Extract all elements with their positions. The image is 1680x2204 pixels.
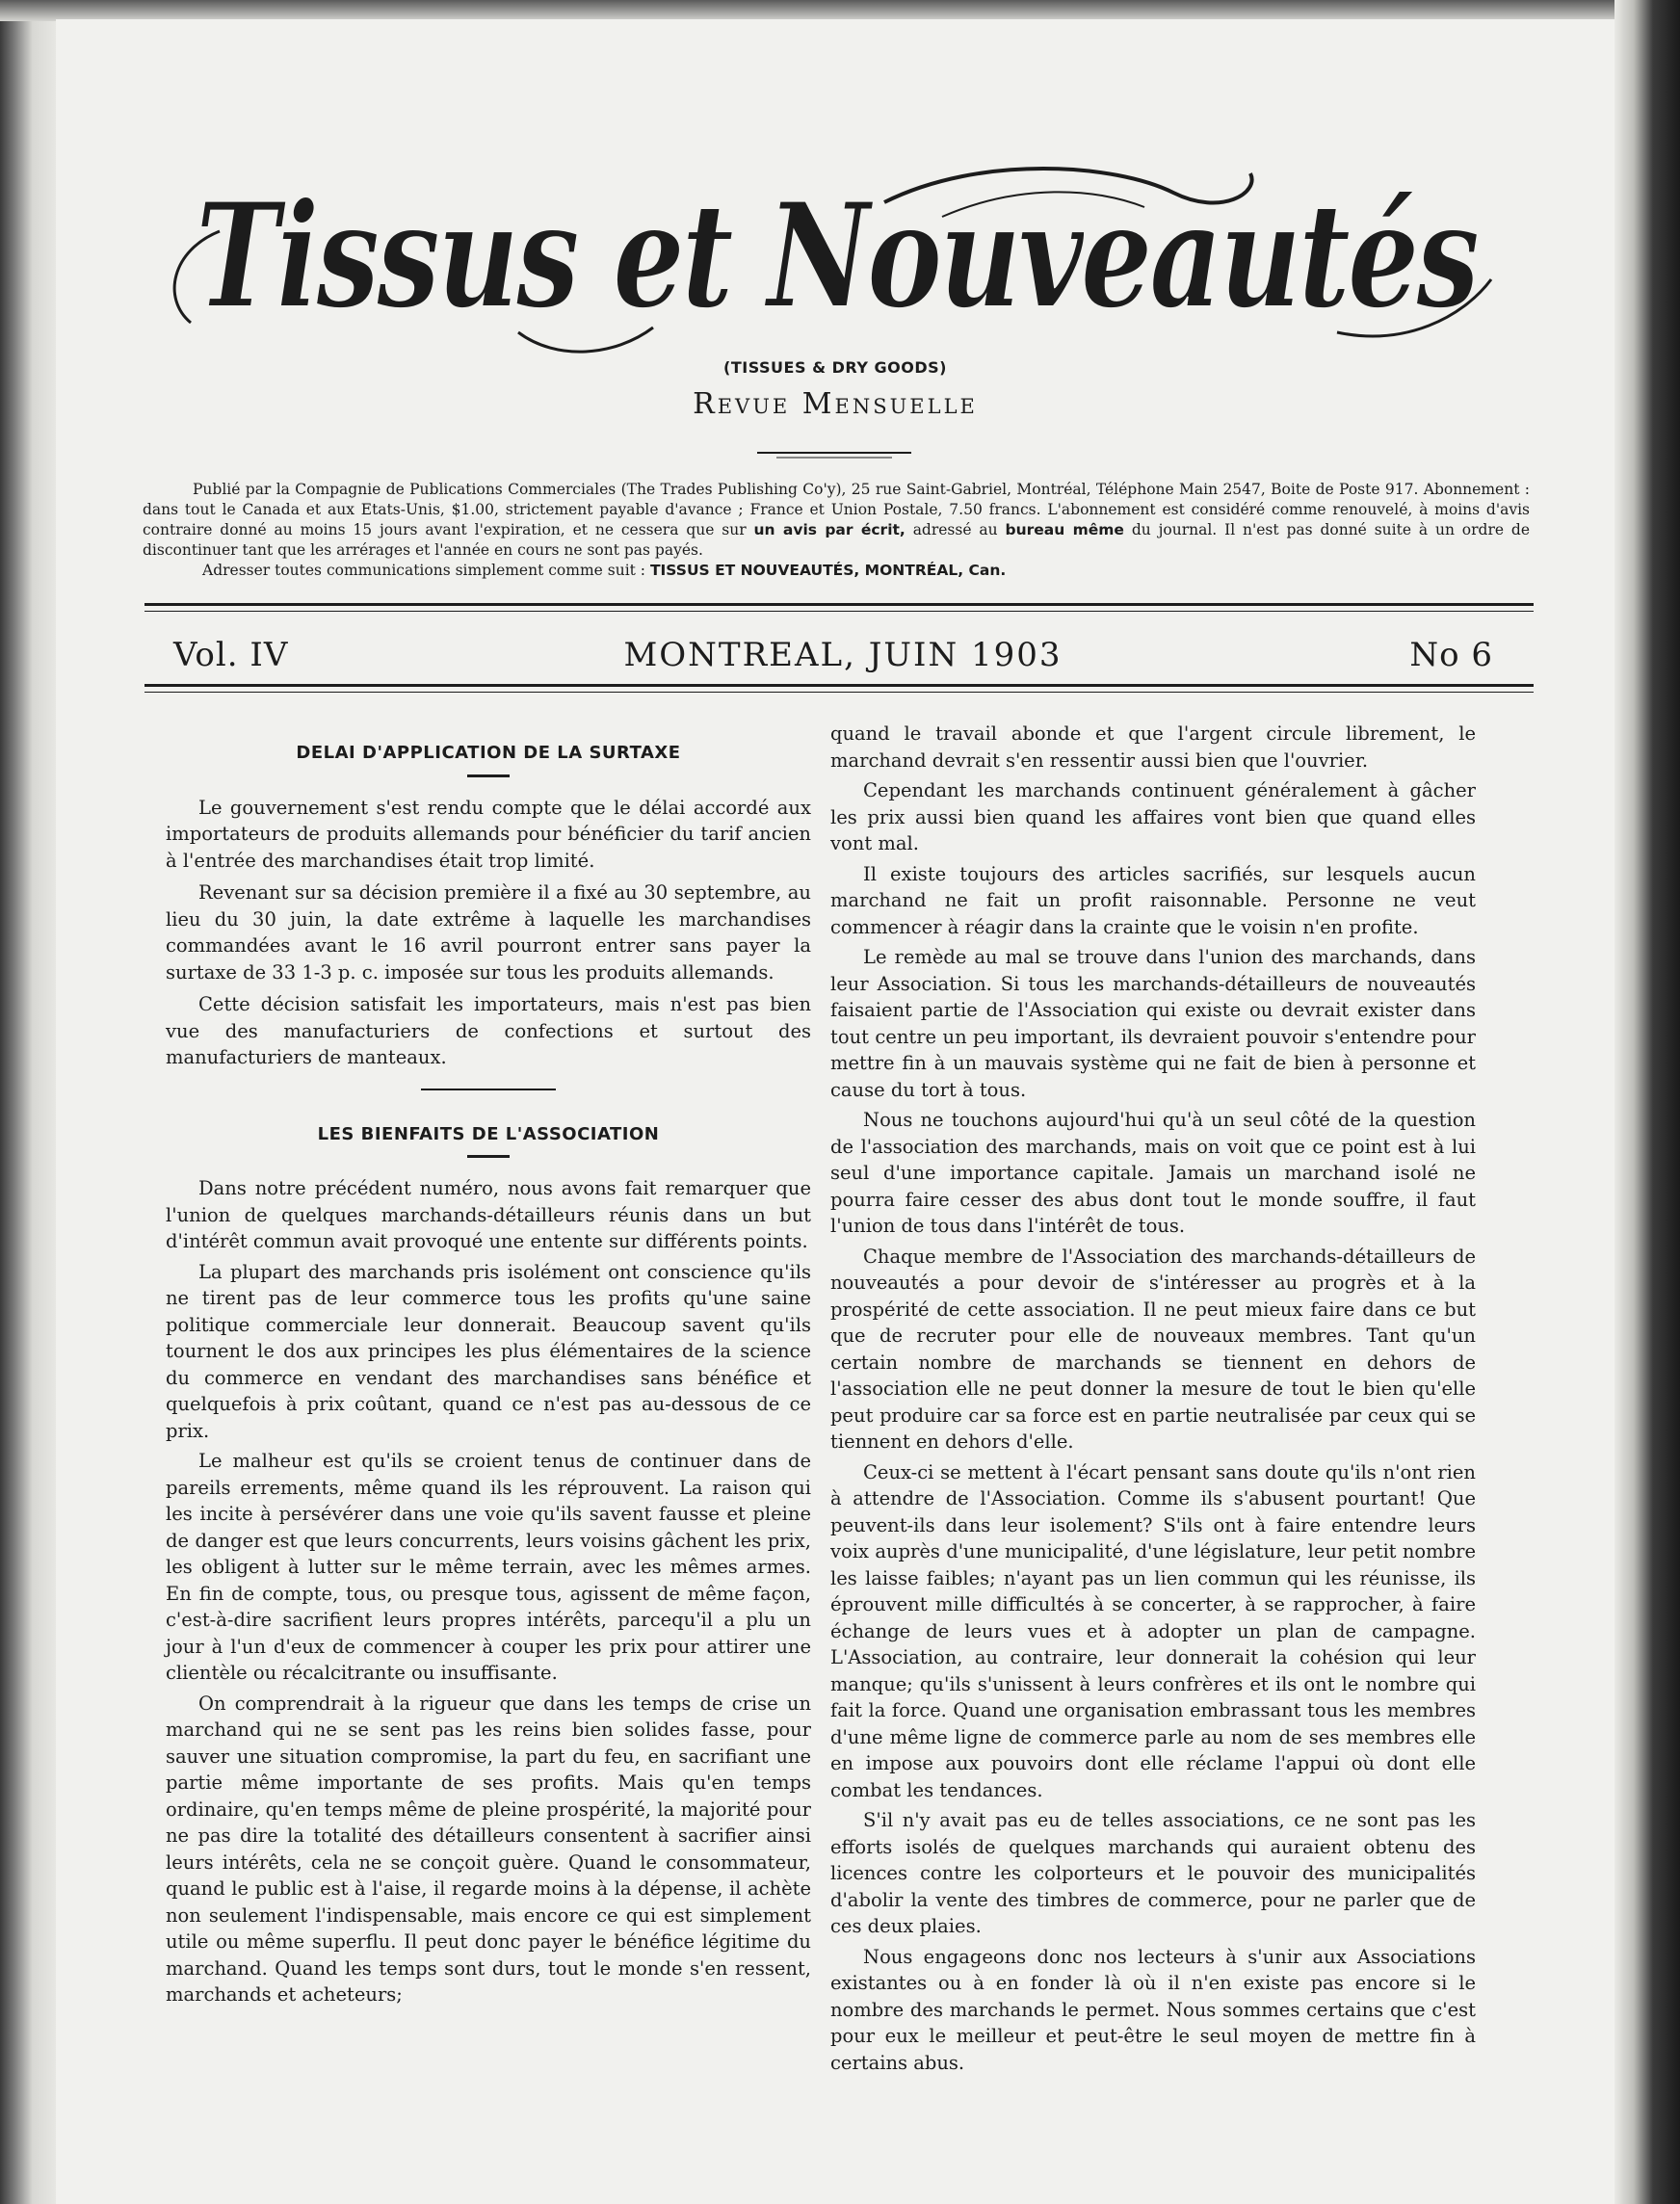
header-rule-bottom (144, 684, 1534, 687)
masthead-subtitle-french: Revue Mensuelle (693, 387, 978, 421)
paragraph: Le remède au mal se trouve dans l'union des marchands, dans leur Association. Si tous les marchands-détailleurs de nouveautés faisaient partie de l'Association qui existe ou devrait exister dans tout centre un peu important, ils devraient pouvoir s'entendre pour mettre fin à un mauvais système qui ne fait de bien à personne et cause du tort à tous. (830, 946, 1476, 1101)
paragraph: Chaque membre de l'Association des marchands-détailleurs de nouveautés a pour devoir de s'intéresser au progrès et à la prospérité de cette association. Il ne peut mieux faire dans ce but que de recruter pour elle de nouveaux membres. Tant qu'un certain nombre de marchands se tiennent en dehors de l'association elle ne peut donner la mesure de tout le bien qu'elle peut produire car sa force est en partie neutralisée par ceux qui se tiennent en dehors d'elle. (830, 1245, 1476, 1453)
article-heading-surtaxe: DELAI D'APPLICATION DE LA SURTAXE (296, 743, 681, 763)
issue-line (173, 636, 1512, 678)
article-separator (421, 1089, 556, 1090)
article-heading-association: LES BIENFAITS DE L'ASSOCIATION (317, 1123, 660, 1144)
issue-number: No 6 (1409, 636, 1493, 674)
paragraph-continued: quand le travail abonde et que l'argent circule librement, le marchand devrait s'en ressentir aussi bien que l'ouvrier. (830, 722, 1476, 772)
paragraph: Nous ne touchons aujourd'hui qu'à un seul côté de la question de l'association des marchands, mais on voit que ce point est à lui seul d'une importance capitale. Jamais un marchand isolé ne pourra faire cesser des abus dont tout le monde souffre, il faut l'union de tous dans l'intérêt de tous. (830, 1109, 1476, 1237)
issue-volume: Vol. IV (173, 636, 289, 674)
publication-info (143, 480, 1530, 581)
scan-top-shadow (0, 0, 1680, 21)
paragraph: Il existe toujours des articles sacrifiés, sur lesquels aucun marchand ne fait un profit raisonnable. Personne ne veut commencer à réagir dans la crainte que le voisin n'en profite. (830, 862, 1476, 938)
issue-place-date: MONTREAL, JUIN 1903 (623, 636, 1063, 674)
paragraph: S'il n'y avait pas eu de telles associations, ce ne sont pas les efforts isolés de quelques marchands qui auraient obtenu des licences contre les colporteurs et le pouvoir des municipalités d'abolir la vente des timbres de commerce, pour ne parler que de ces deux plaies. (830, 1809, 1476, 1937)
scan-binding-shadow (0, 0, 58, 2204)
header-rule-top-thin (144, 611, 1534, 612)
paragraph: Le gouvernement s'est rendu compte que le délai accordé aux importateurs de produits allemands pour bénéficier du tarif ancien à l'entrée des marchandises était trop limité. (166, 796, 811, 872)
paragraph: Ceux-ci se mettent à l'écart pensant sans doute qu'ils n'ont rien à attendre de l'Association. Comme ils s'abusent pourtant! Que peuvent-ils dans leur isolement? S'ils ont à faire entendre leurs voix auprès d'une municipalité, d'une législature, leur petit nombre les laisse faibles; n'ayant pas un lien commun qui les réunisse, ils éprouvent mille difficultés à se concerter, à se rapprocher, à faire échange de leurs vues et à adopter un plan de campagne. L'Association, au contraire, leur donnerait la cohésion qui leur manque; qu'ils s'unissent à leurs confrères et ils ont le nombre qui fait la force. Quand une organisation embrassant tous les membres d'une même ligne de commerce parle au nom de ses membres elle en impose aux pouvoirs dont elle réclame l'appui où dont elle combat les tendances. (830, 1460, 1476, 1801)
heading-underline (467, 1155, 510, 1158)
publication-emphasis-written-notice: un avis par écrit, (753, 521, 906, 538)
publication-text-2: adressé au (912, 521, 998, 538)
paragraph: Cette décision satisfait les importateurs, mais n'est pas bien vue des manufacturiers de confections et surtout des manufacturiers de manteaux. (166, 993, 811, 1068)
masthead (152, 164, 1520, 366)
paragraph: Cependant les marchands continuent généralement à gâcher les prix aussi bien quand les affaires vont bien que quand elles vont mal. (830, 779, 1476, 854)
heading-underline (467, 774, 510, 777)
masthead-title-text: Tissus et Nouveautés (196, 171, 1479, 341)
paragraph: Revenant sur sa décision première il a fixé au 30 septembre, au lieu du 30 juin, la date extrême à laquelle les marchandises commandées avant le 16 avril pourront entrer sans payer la surtaxe de 33 1-3 p. c. imposée sur tous les produits allemands. (166, 881, 811, 984)
paragraph: Nous engageons donc nos lecteurs à s'unir aux Associations existantes ou à en fonder là où il n'en existe pas encore si le nombre des marchands le permet. Nous sommes certains que c'est pour eux le meilleur et peut-être le seul moyen de mettre fin à certains abus. (830, 1945, 1476, 2074)
address-text: TISSUS ET NOUVEAUTÉS, MONTRÉAL, Can. (649, 562, 1007, 579)
paragraph: On comprendrait à la rigueur que dans les temps de crise un marchand qui ne se sent pas les reins bien solides fasse, pour sauver une situation compromise, la part du feu, en sacrifiant une partie même importante de ses profits. Mais qu'en temps ordinaire, qu'en temps même de pleine prospérité, la majorité pour ne pas dire la totalité des détailleurs consentent à sacrifier ainsi leurs intérêts, cela ne se conçoit guère. Quand le consommateur, quand le public est à l'aise, il regarde moins à la dépense, il achète non seulement l'indispensable, mais encore ce qui est simplement utile ou même superflu. Il peut donc payer le bénéfice légitime du marchand. Quand les temps sont durs, tout le monde s'en ressent, marchands et acheteurs; (166, 1692, 811, 2006)
header-rule-bottom-thin (144, 692, 1534, 693)
masthead-logo (152, 164, 1520, 366)
ornament-divider (757, 447, 911, 464)
paragraph: La plupart des marchands pris isolément ont conscience qu'ils ne tirent pas de leur commerce tous les profits qu'une saine politique commerciale leur donnerait. Beaucoup savent qu'ils tournent le dos aux principes les plus élémentaires de la science du commerce en vendant des marchandises sans bénéfice et quelquefois à prix coûtant, quand ce n'est pas au-dessous de ce prix. (166, 1260, 811, 1442)
column-left (166, 721, 811, 2008)
publication-emphasis-office: bureau même (1005, 521, 1124, 538)
newspaper-page (56, 19, 1614, 2204)
publication-text-1: Publié par la Compagnie de Publications Commerciales (The Trades Publishing Co'y), 25 rue Saint-Gabriel, Montréal, Téléphone Main 2547, Boite de Poste 917. Abonnement : dans tout le Canada et aux Etats-Unis, $1.00, strictement payable d'avance ; France et Union Postale, 7.50 francs. L'abonnement est considéré comme renouvelé, à moins d'avis contraire donné au moins 15 jours avant l'expiration, et ne cessera que sur (143, 481, 1530, 538)
paragraph: Dans notre précédent numéro, nous avons fait remarquer que l'union de quelques marchands-détailleurs réunis dans un but d'intérêt commun avait provoqué une entente sur différents points. (166, 1177, 811, 1252)
address-prefix: Adresser toutes communications simplement comme suit : (202, 562, 646, 579)
scan-right-edge (1614, 0, 1680, 2204)
masthead-subtitle-english: (TISSUES & DRY GOODS) (723, 358, 947, 377)
publication-text-3: du journal. Il n'est pas donné suite à un ordre de discontinuer tant que les arrérages et l'année en cours ne sont pas payés. (143, 521, 1531, 559)
paragraph: Le malheur est qu'ils se croient tenus de continuer dans de pareils errements, même quand ils les réprouvent. La raison qui les incite à persévérer dans une voie qu'ils savent fausse et pleine de danger est que leurs concurrents, leurs voisins gâchent les prix, les obligent à lutter sur le même terrain, avec les mêmes armes. En fin de compte, tous, ou presque tous, agissent de même façon, c'est-à-dire sacrifient leurs propres intérêts, parcequ'il a plu un jour à l'un d'eux de commencer à couper les prix pour attirer une clientèle ou récalcitrante ou insuffisante. (166, 1450, 811, 1684)
header-rule-top (144, 603, 1534, 606)
column-right (830, 721, 1476, 2076)
